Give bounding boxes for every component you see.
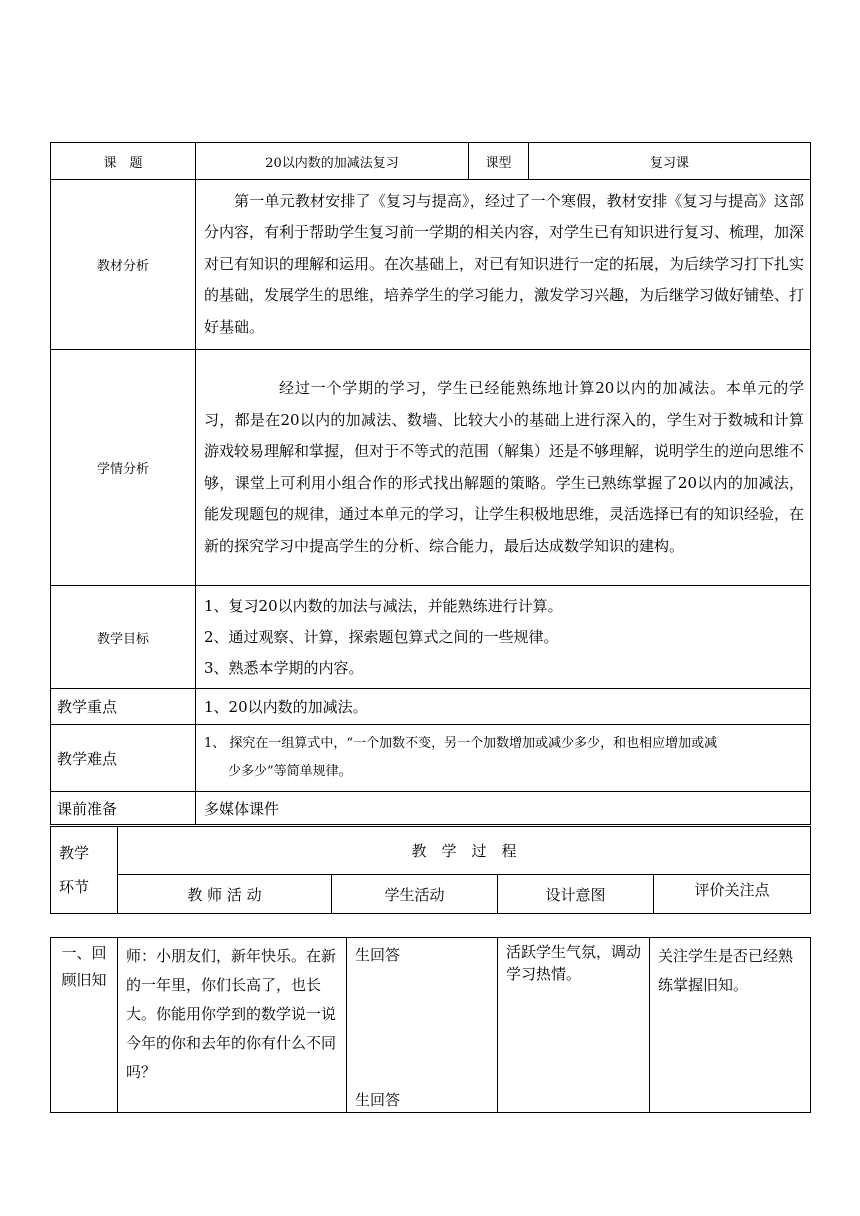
student-answer-1: 生回答 — [355, 946, 401, 964]
evaluation-cell: 关注学生是否已经熟练掌握旧知。 — [650, 938, 811, 1113]
goal-item: 2、通过观察、计算，探索题包算式之间的一些规律。 — [204, 627, 559, 646]
key-point-text: 1、20以内数的加减法。 — [196, 689, 811, 725]
goal-item: 3、熟悉本学期的内容。 — [204, 658, 364, 677]
student-analysis-cell — [196, 350, 811, 586]
preparation-label: 课前准备 — [51, 792, 196, 825]
difficulty-cell — [196, 725, 811, 792]
student-analysis-label: 学情分析 — [51, 350, 196, 586]
student-activity-cell — [347, 938, 498, 1113]
table-row — [51, 938, 811, 1113]
preparation-text: 多媒体课件 — [196, 792, 811, 825]
col-student-activity: 学生活动 — [332, 875, 498, 914]
difficulty-label: 教学难点 — [51, 725, 196, 792]
type-value: 复习课 — [529, 143, 811, 180]
stage-cell: 一、回顾旧知 — [51, 938, 118, 1113]
design-intent-cell: 活跃学生气氛，调动学习热情。 — [498, 938, 650, 1113]
material-analysis-text: 第一单元教材安排了《复习与提高》，经过了一个寒假，教材安排《复习与提高》这部分内容，有利于帮助学生复习前一学期的相关内容，对学生已有知识进行复习、梳理，加深对已有知识的理解和运用。在次基础上，对已有知识进行一定的拓展，为后续学习打下扎实的基础，发展学生的思维，培养学生的学习能力，激发学习兴趣，为后继学习做好铺垫、打好基础。 — [204, 191, 805, 336]
col-evaluation: 评价关注点 — [654, 875, 811, 914]
process-title: 教 学 过 程 — [118, 827, 811, 875]
process-rows-table — [50, 937, 811, 1113]
process-header-table — [50, 826, 811, 914]
type-label: 课型 — [469, 143, 529, 180]
topic-value: 20以内数的加减法复习 — [196, 143, 469, 180]
topic-label: 课 题 — [51, 143, 196, 180]
goal-item: 1、复习20以内数的加法与减法，并能熟练进行计算。 — [204, 596, 563, 615]
lesson-plan-table — [50, 142, 811, 825]
stage-label-1: 教学 — [59, 844, 90, 862]
difficulty-line-1: 1、 探究在一组算式中，“一个加数不变，另一个加数增加或减少多少，和也相应增加或减 — [204, 736, 718, 751]
key-point-label: 教学重点 — [51, 689, 196, 725]
student-analysis-text: 经过一个学期的学习，学生已经能熟练地计算20以内的加减法。本单元的学习，都是在20以内的加减法、数墙、比较大小的基础上进行深入的，学生对于数城和计算游戏较易理解和掌握，但对于不等式的范围（解集）还是不够理解，说明学生的逆向思维不够，课堂上可利用小组合作的形式找出解题的策略。学生已熟练掌握了20以内的加减法，能发现题包的规律，通过本单元的学习，让学生积极地思维，灵活选择已有的知识经验，在新的探究学习中提高学生的分析、综合能力，最后达成数学知识的建构。 — [204, 379, 805, 555]
student-answer-2: 生回答 — [355, 1091, 401, 1109]
material-analysis-cell — [196, 180, 811, 350]
col-design-intent: 设计意图 — [498, 875, 654, 914]
teaching-goals-cell — [196, 586, 811, 689]
stage-label-2: 环节 — [59, 878, 90, 896]
stage-label-cell — [51, 827, 118, 914]
difficulty-line-2: 少多少”等简单规律。 — [228, 764, 352, 779]
teacher-activity-cell: 师：小朋友们，新年快乐。在新的一年里，你们长高了，也长大。你能用你学到的数学说一说今年的你和去年的你有什么不同吗？ — [118, 938, 347, 1113]
teaching-goals-label: 教学目标 — [51, 586, 196, 689]
col-teacher-activity: 教 师 活 动 — [118, 875, 332, 914]
material-analysis-label: 教材分析 — [51, 180, 196, 350]
